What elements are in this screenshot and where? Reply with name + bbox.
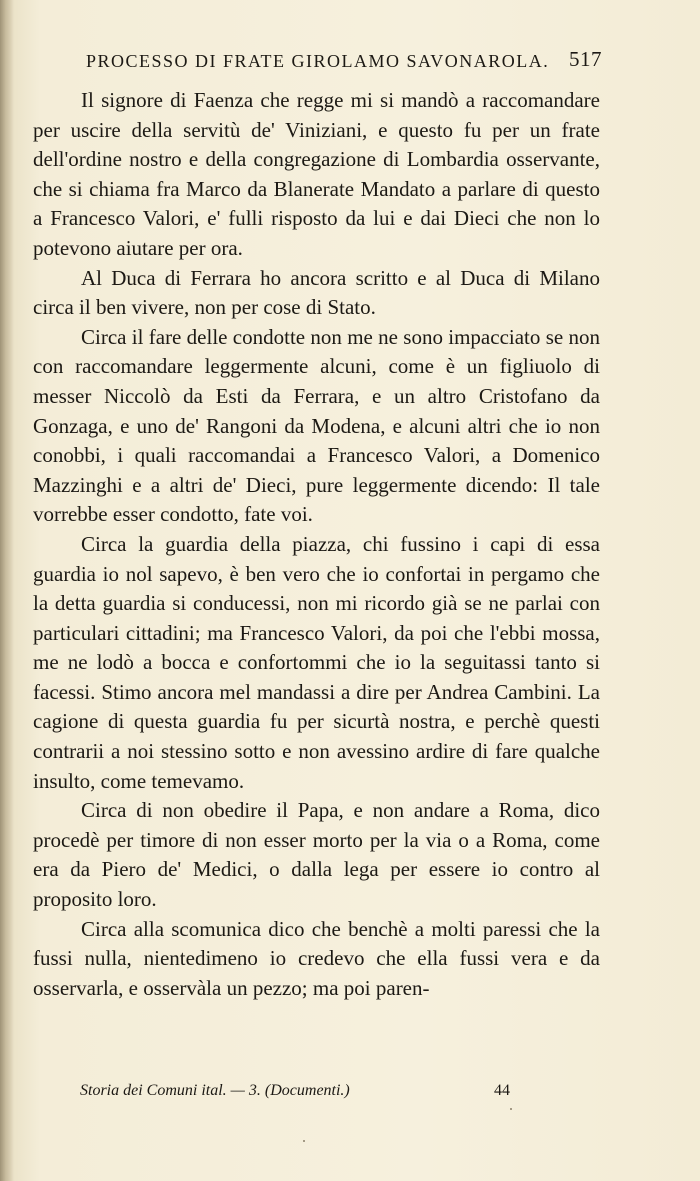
page-number: 517 [569,47,602,71]
binding-shadow [0,0,14,1181]
paragraph-condotte: Circa il fare delle condotte non me ne sono impacciato se non con raccomandare leggermente alcuni, come è un figliuolo di messer Niccolò da Esti da Ferrara, e un altro Cristofano da Gonzaga, e uno de' Rangoni da Modena, e alcuni altri che io non conobbi, i quali raccomandai a Francesco Valori, a Domenico Mazzinghi e a altri de' Dieci, pure leggermente dicendo: Il tale vorrebbe esser condotto, fate voi. [33,324,600,527]
body-text [33,86,600,1003]
running-head [86,47,606,77]
page-footer [80,1082,510,1106]
signature-mark: 44 [494,1082,510,1099]
paragraph-ferrara-milano: Al Duca di Ferrara ho ancora scritto e al Duca di Milano circa il ben vivere, non per cose di Stato. [33,265,600,320]
paper-speck [303,1140,305,1142]
paragraph-faenza: Il signore di Faenza che regge mi si mandò a raccomandare per uscire della servitù de' Viniziani, e questo fu per un frate dell'ordine nostro e della congregazione di Lombardia osservante, che si chiama fra Marco da Blanerate Mandato a parlare di questo a Francesco Valori, e' fulli risposto da lui e dai Dieci che non lo potevono aiutare per ora. [33,88,600,260]
running-head-title: PROCESSO DI FRATE GIROLAMO SAVONAROLA. [86,51,550,71]
paper-speck [510,1108,512,1110]
paragraph-scomunica: Circa alla scomunica dico che benchè a molti paressi che la fussi nulla, nientedimeno io credevo che ella fussi vera e da osservarla, e osservàla un pezzo; ma poi paren- [33,916,600,1000]
paragraph-obedire-papa: Circa di non obedire il Papa, e non andare a Roma, dico procedè per timore di non esser morto per la via o a Roma, come era da Piero de' Medici, o dalla lega per essere io contro al proposito loro. [33,798,600,912]
footer-citation: Storia dei Comuni ital. — 3. (Documenti.) [80,1082,350,1099]
paragraph-guardia-piazza: Circa la guardia della piazza, chi fussino i capi di essa guardia io nol sapevo, è ben vero che io confortai in pergamo che la detta guardia si conducessi, non mi ricordo già se ne parlai con particulari cittadini; ma Francesco Valori, da poi che l'ebbi mossa, me ne lodò a bocca e confortommi che io la seguitassi tanto si facessi. Stimo ancora mel mandassi a dire per Andrea Cambini. La cagione di questa guardia fu per sicurtà nostra, e perchè questi contrarii a noi stessino sotto e non avessino ardire di fare qualche insulto, come temevamo. [33,531,600,793]
